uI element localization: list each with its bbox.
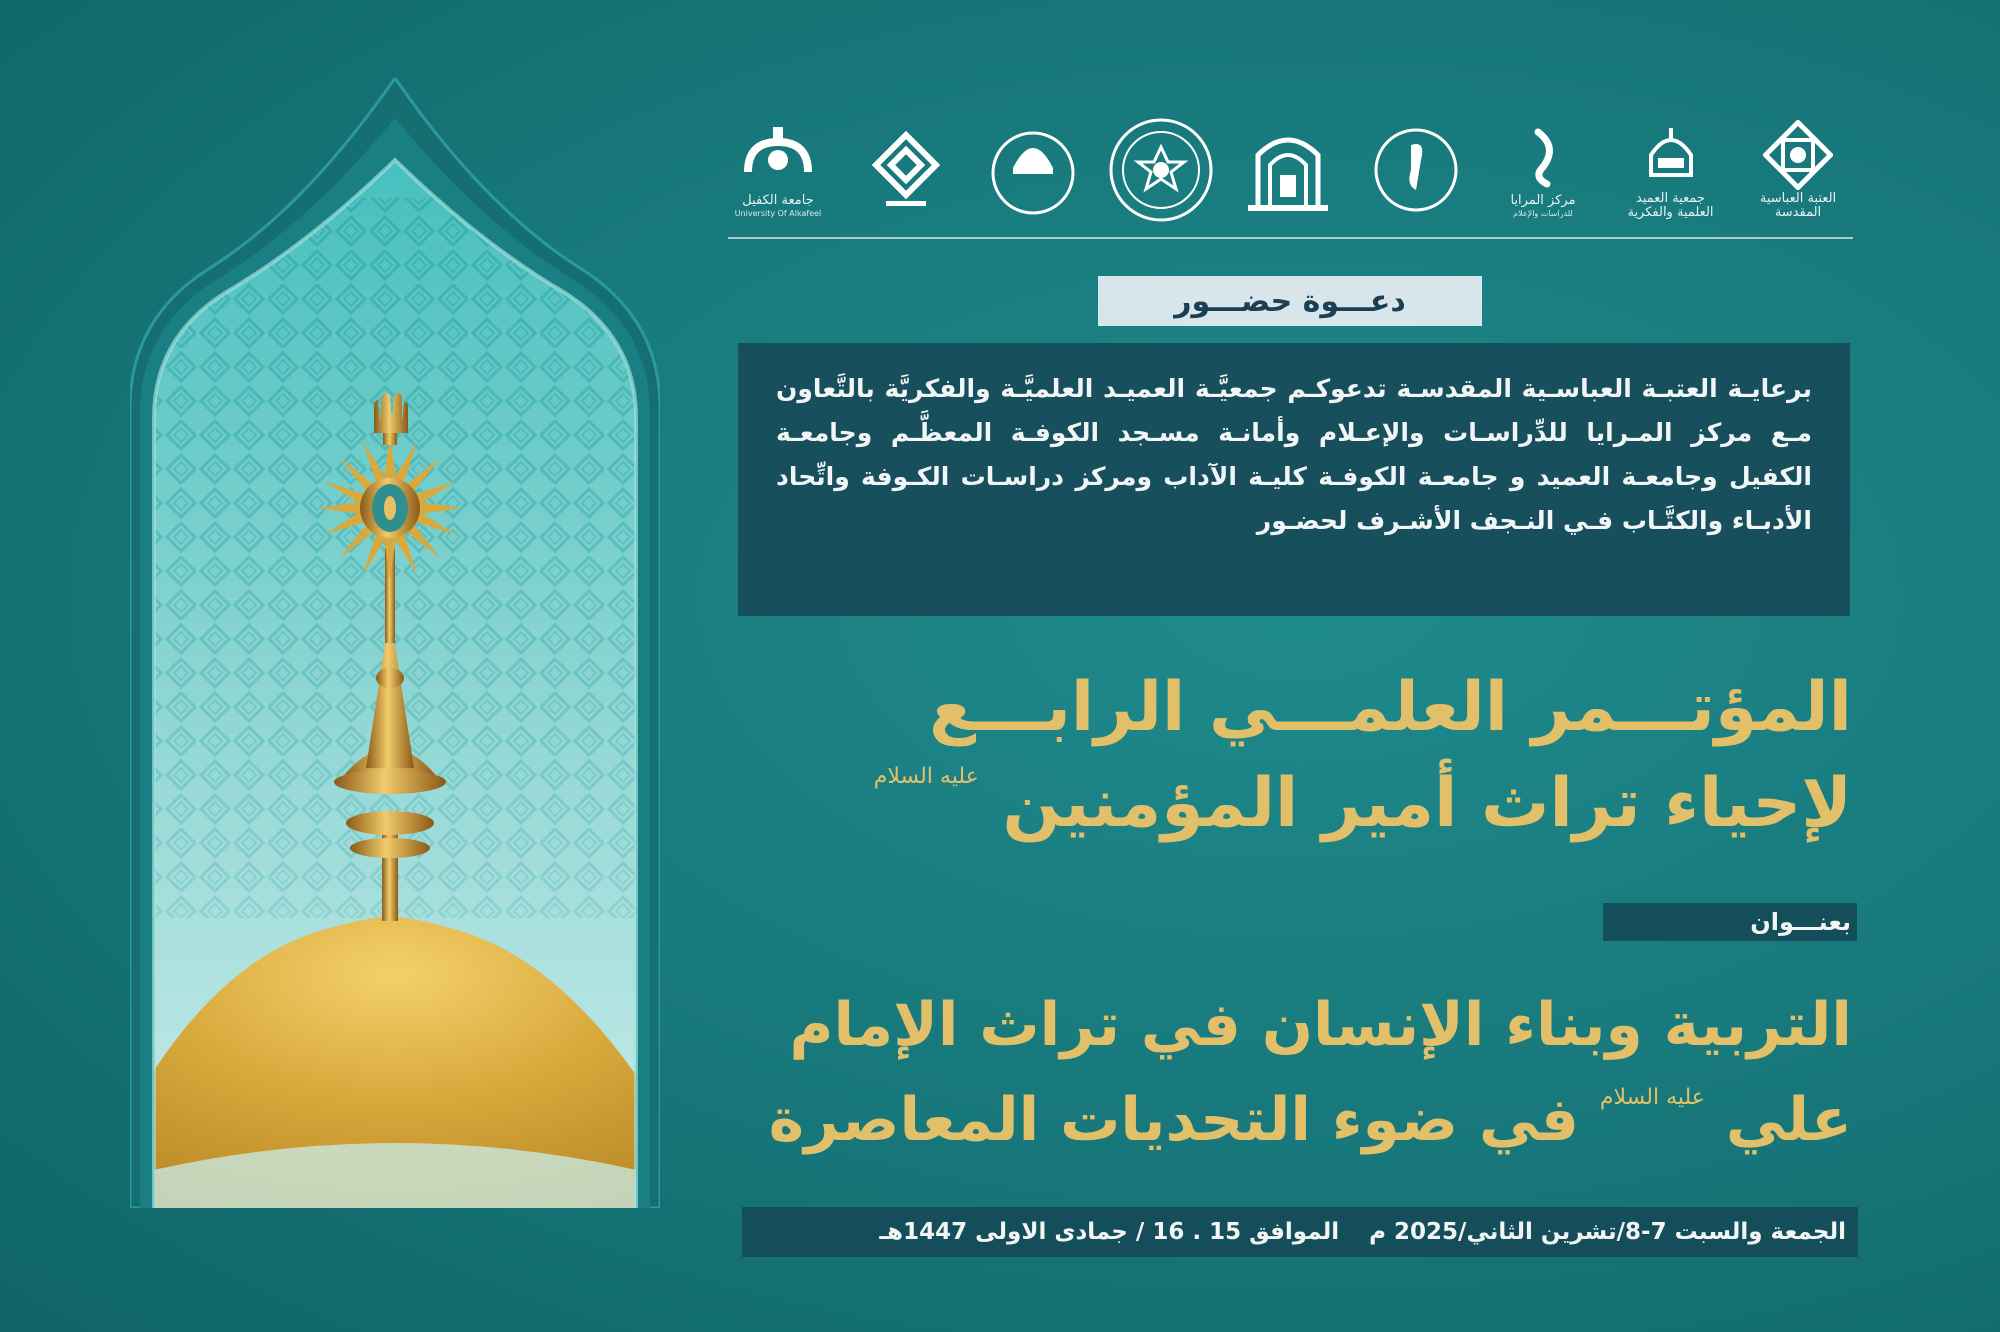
intro-text: برعايـة العتبـة العباسـية المقدسـة تدعوكـم جمعيَّـة العميـد العلميَّـة والفكريَّة بالتَّعاون مـع مركز المـرايا للدِّراسـات والإعـلام وأمانـة مسـجد الكوفـة المعظَّـم وجامعـة الكفيل وجامعـة العميد و جامعـة الكوفـة كليـة الآداب ومركز دراسـات الكـوفة واتِّحاد الأدبـاء والكتَّـاب فـي النـجف الأشـرف لحضـور xyxy=(776,374,1812,535)
kufa-mosque-logo xyxy=(1238,110,1338,230)
shrine-emblem-icon xyxy=(1763,120,1833,190)
date-hijri: الموافق 15 . 16 / جمادى الاولى 1447هـ xyxy=(879,1219,1340,1245)
kufic-square-icon xyxy=(866,125,946,215)
quill-circle-icon xyxy=(1371,125,1461,215)
alameed-university-logo xyxy=(856,110,956,230)
logo-subcaption: University Of Alkafeel xyxy=(734,208,822,218)
logo-caption: العتبة العباسية المقدسة xyxy=(1759,190,1837,220)
theme-title-name: علي xyxy=(1725,1085,1852,1155)
theme-label xyxy=(1603,903,1857,941)
conference-title-line2 xyxy=(874,764,1852,843)
shrine-dome-illustration xyxy=(130,78,660,1208)
date-bar xyxy=(742,1207,1858,1257)
date-gregorian: الجمعة والسبت 7-8/تشرين الثاني/2025 م xyxy=(1369,1219,1846,1245)
theme-label-text: بعنـــوان xyxy=(1750,908,1851,936)
intro-box xyxy=(738,343,1850,616)
logo-divider xyxy=(728,237,1853,239)
writers-union-logo xyxy=(1366,110,1466,230)
dome-emblem-icon xyxy=(1636,120,1706,190)
abbas-shrine-logo xyxy=(1748,110,1848,230)
logo-subcaption: للدراسات والإعلام xyxy=(1513,208,1573,218)
theme-title-line1: التربية وبناء الإنسان في تراث الإمام xyxy=(789,990,1852,1060)
alkafeel-emblem-icon xyxy=(733,122,823,192)
alameed-society-logo xyxy=(1621,110,1721,230)
theme-title-rest: في ضوء التحديات المعاصرة xyxy=(768,1085,1579,1155)
dome-seal-icon xyxy=(986,123,1081,218)
honorific-mark: عليه السلام xyxy=(873,764,979,789)
logo-caption: جامعة الكفيل xyxy=(742,193,814,209)
partner-logos xyxy=(728,100,1848,240)
university-seal-icon xyxy=(1108,117,1214,223)
honorific-mark: عليه السلام xyxy=(1599,1085,1705,1110)
kufa-studies-logo xyxy=(983,110,1083,230)
logo-caption: جمعية العميد العلمية والفكرية xyxy=(1627,190,1714,220)
invitation-label: دعـــوة حضـــور xyxy=(1098,276,1482,326)
conference-title-text: لإحياء تراث أمير المؤمنين xyxy=(1002,764,1852,843)
alkafeel-university-logo xyxy=(728,110,828,230)
theme-title-line2 xyxy=(769,1085,1852,1155)
arch-window xyxy=(130,78,660,1208)
logo-caption: مركز المرايا xyxy=(1510,193,1576,209)
conference-title-line1: المؤتـــمر العلمـــي الرابـــع xyxy=(929,668,1852,747)
almaraya-center-logo xyxy=(1493,110,1593,230)
calligraphy-mark-icon xyxy=(1513,122,1573,192)
university-of-kufa-logo xyxy=(1111,110,1211,230)
mosque-gate-icon xyxy=(1238,120,1338,220)
